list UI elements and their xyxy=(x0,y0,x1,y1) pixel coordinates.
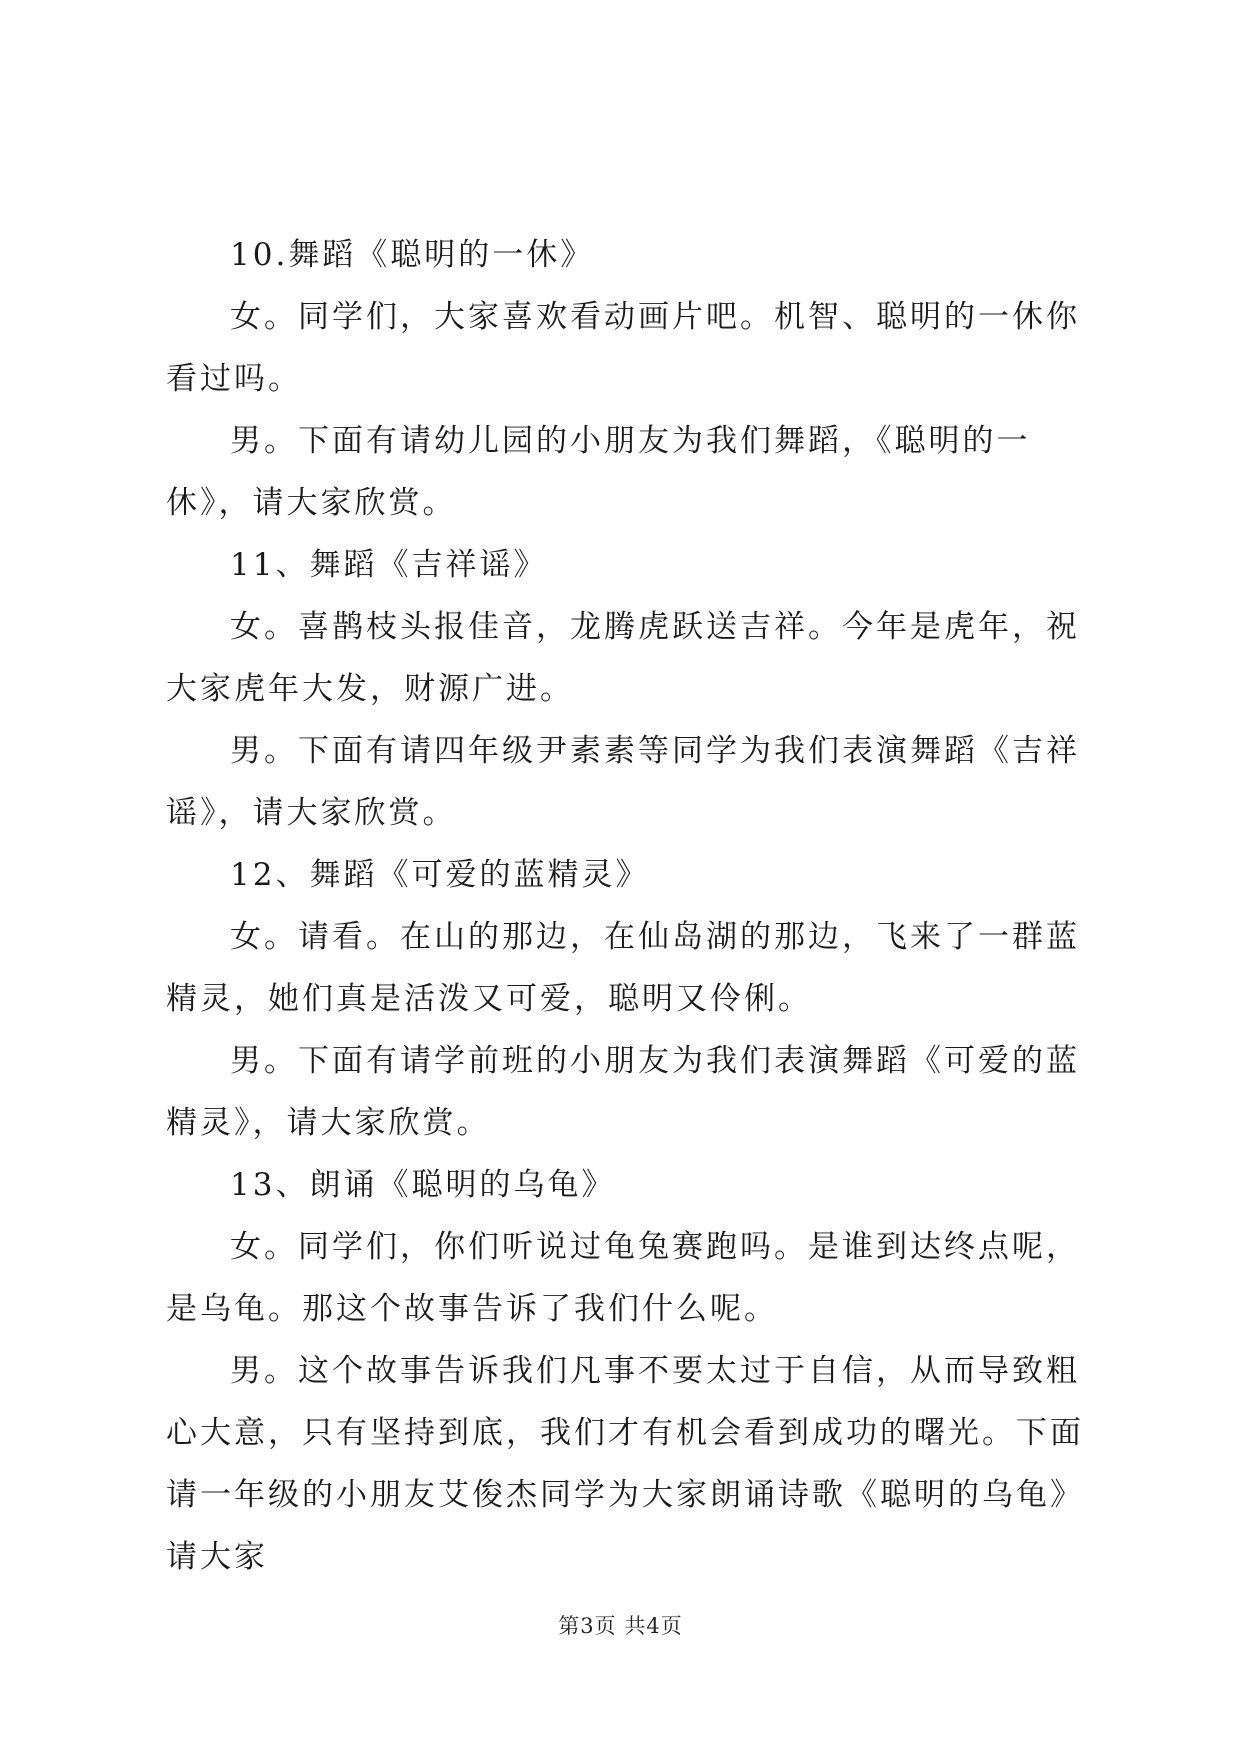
section-heading-10: 10.舞蹈《聪明的一休》 xyxy=(230,237,595,273)
document-body xyxy=(166,224,1084,1588)
section-heading-13: 13、朗诵《聪明的乌龟》 xyxy=(230,1167,616,1203)
dialogue-paragraph: 女。同学们，大家喜欢看动画片吧。机智、聪明的一休你看过吗。 xyxy=(166,299,1080,397)
page-number-footer: 第3页 共4页 xyxy=(558,1614,683,1638)
section-heading-12: 12、舞蹈《可爱的蓝精灵》 xyxy=(230,857,650,893)
dialogue-paragraph: 女。喜鹊枝头报佳音，龙腾虎跃送吉祥。今年是虎年，祝大家虎年大发，财源广进。 xyxy=(166,609,1080,707)
dialogue-paragraph: 女。请看。在山的那边，在仙岛湖的那边，飞来了一群蓝精灵，她们真是活泼又可爱，聪明又伶俐。 xyxy=(166,919,1080,1017)
dialogue-paragraph: 男。下面有请四年级尹素素等同学为我们表演舞蹈《吉祥谣》，请大家欣赏。 xyxy=(166,733,1080,831)
dialogue-paragraph: 男。下面有请幼儿园的小朋友为我们舞蹈，《聪明的一休》，请大家欣赏。 xyxy=(166,423,1031,521)
dialogue-paragraph: 男。下面有请学前班的小朋友为我们表演舞蹈《可爱的蓝精灵》，请大家欣赏。 xyxy=(166,1043,1080,1141)
section-heading-11: 11、舞蹈《吉祥谣》 xyxy=(230,547,548,583)
dialogue-paragraph: 女。同学们，你们听说过龟兔赛跑吗。是谁到达终点呢，是乌龟。那这个故事告诉了我们什么呢。 xyxy=(166,1229,1080,1327)
dialogue-paragraph: 男。这个故事告诉我们凡事不要太过于自信，从而导致粗心大意，只有坚持到底，我们才有机会看到成功的曙光。下面请一年级的小朋友艾俊杰同学为大家朗诵诗歌《聪明的乌龟》请大家 xyxy=(166,1353,1084,1575)
